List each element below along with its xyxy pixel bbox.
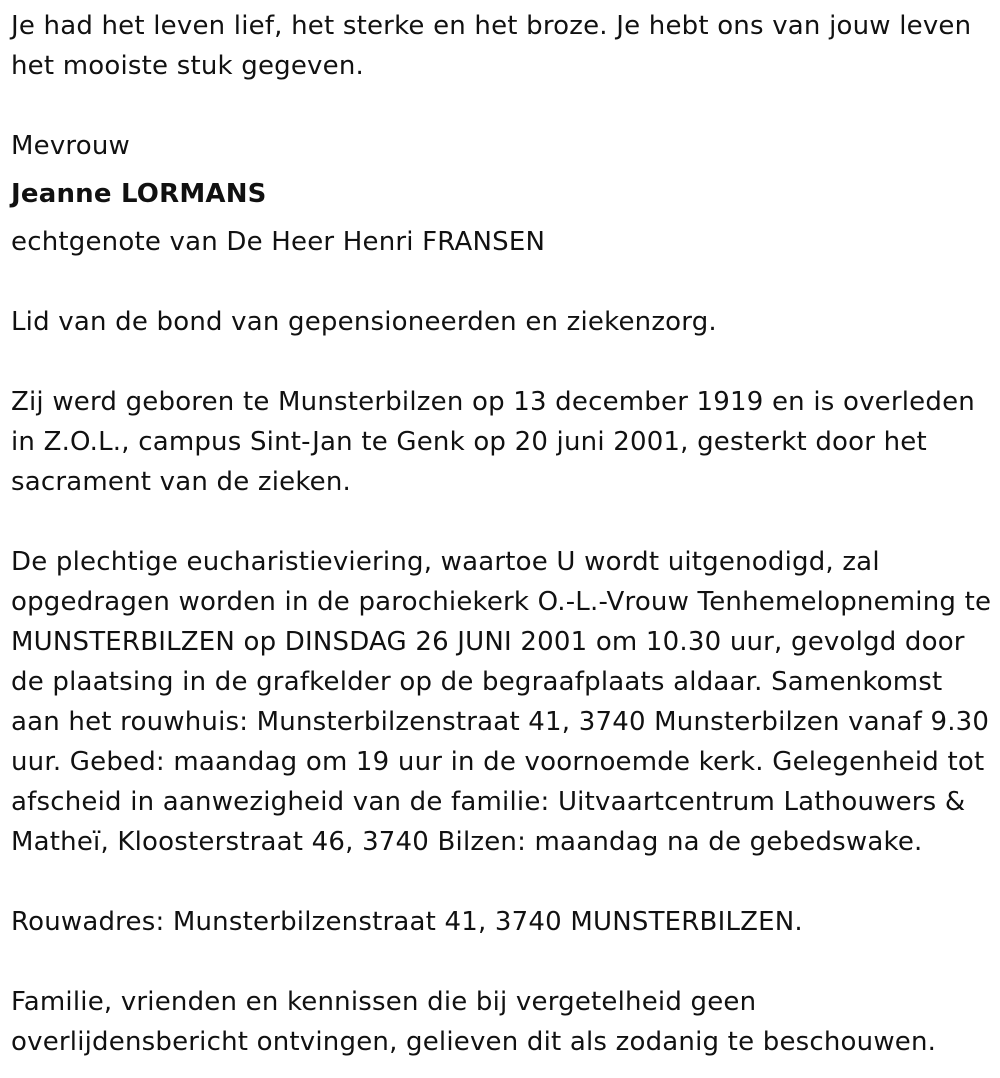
motto-paragraph: Je had het leven lief, het sterke en het broze. Je hebt ons van jouw leven het mooiste stuk gegeven. bbox=[11, 11, 972, 81]
birth-death-paragraph: Zij werd geboren te Munsterbilzen op 13 december 1919 en is overleden in Z.O.L., campus Sint-Jan te Genk op 20 juni 2001, gesterkt door het sacrament van de zieken. bbox=[11, 387, 975, 497]
obituary-document bbox=[11, 6, 996, 1062]
ceremony-paragraph: De plechtige eucharistieviering, waartoe U wordt uitgenodigd, zal opgedragen worden in de parochiekerk O.-L.-Vrouw Tenhemelopneming te MUNSTERBILZEN op DINSDAG 26 JUNI 2001 om 10.30 uur, gevolgd door de plaatsing in de grafkelder op de begraafplaats aldaar. Samenkomst aan het rouwhuis: Munsterbilzenstraat 41, 3740 Munsterbilzen vanaf 9.30 uur. Gebed: maandag om 19 uur in de voornoemde kerk. Gelegenheid tot afscheid in aanwezigheid van de familie: Uitvaartcentrum Lathouwers & Matheï, Kloosterstraat 46, 3740 Bilzen: maandag na de gebedswake. bbox=[11, 547, 992, 857]
address-paragraph: Rouwadres: Munsterbilzenstraat 41, 3740 MUNSTERBILZEN. bbox=[11, 907, 803, 937]
notice-paragraph: Familie, vrienden en kennissen die bij vergetelheid geen overlijdensbericht ontvingen, gelieven dit als zodanig te beschouwen. bbox=[11, 987, 937, 1057]
membership-paragraph: Lid van de bond van gepensioneerden en ziekenzorg. bbox=[11, 307, 717, 337]
title-line: Mevrouw bbox=[11, 131, 130, 161]
spouse-line: echtgenote van De Heer Henri FRANSEN bbox=[11, 227, 546, 257]
deceased-name: Jeanne LORMANS bbox=[11, 179, 267, 209]
